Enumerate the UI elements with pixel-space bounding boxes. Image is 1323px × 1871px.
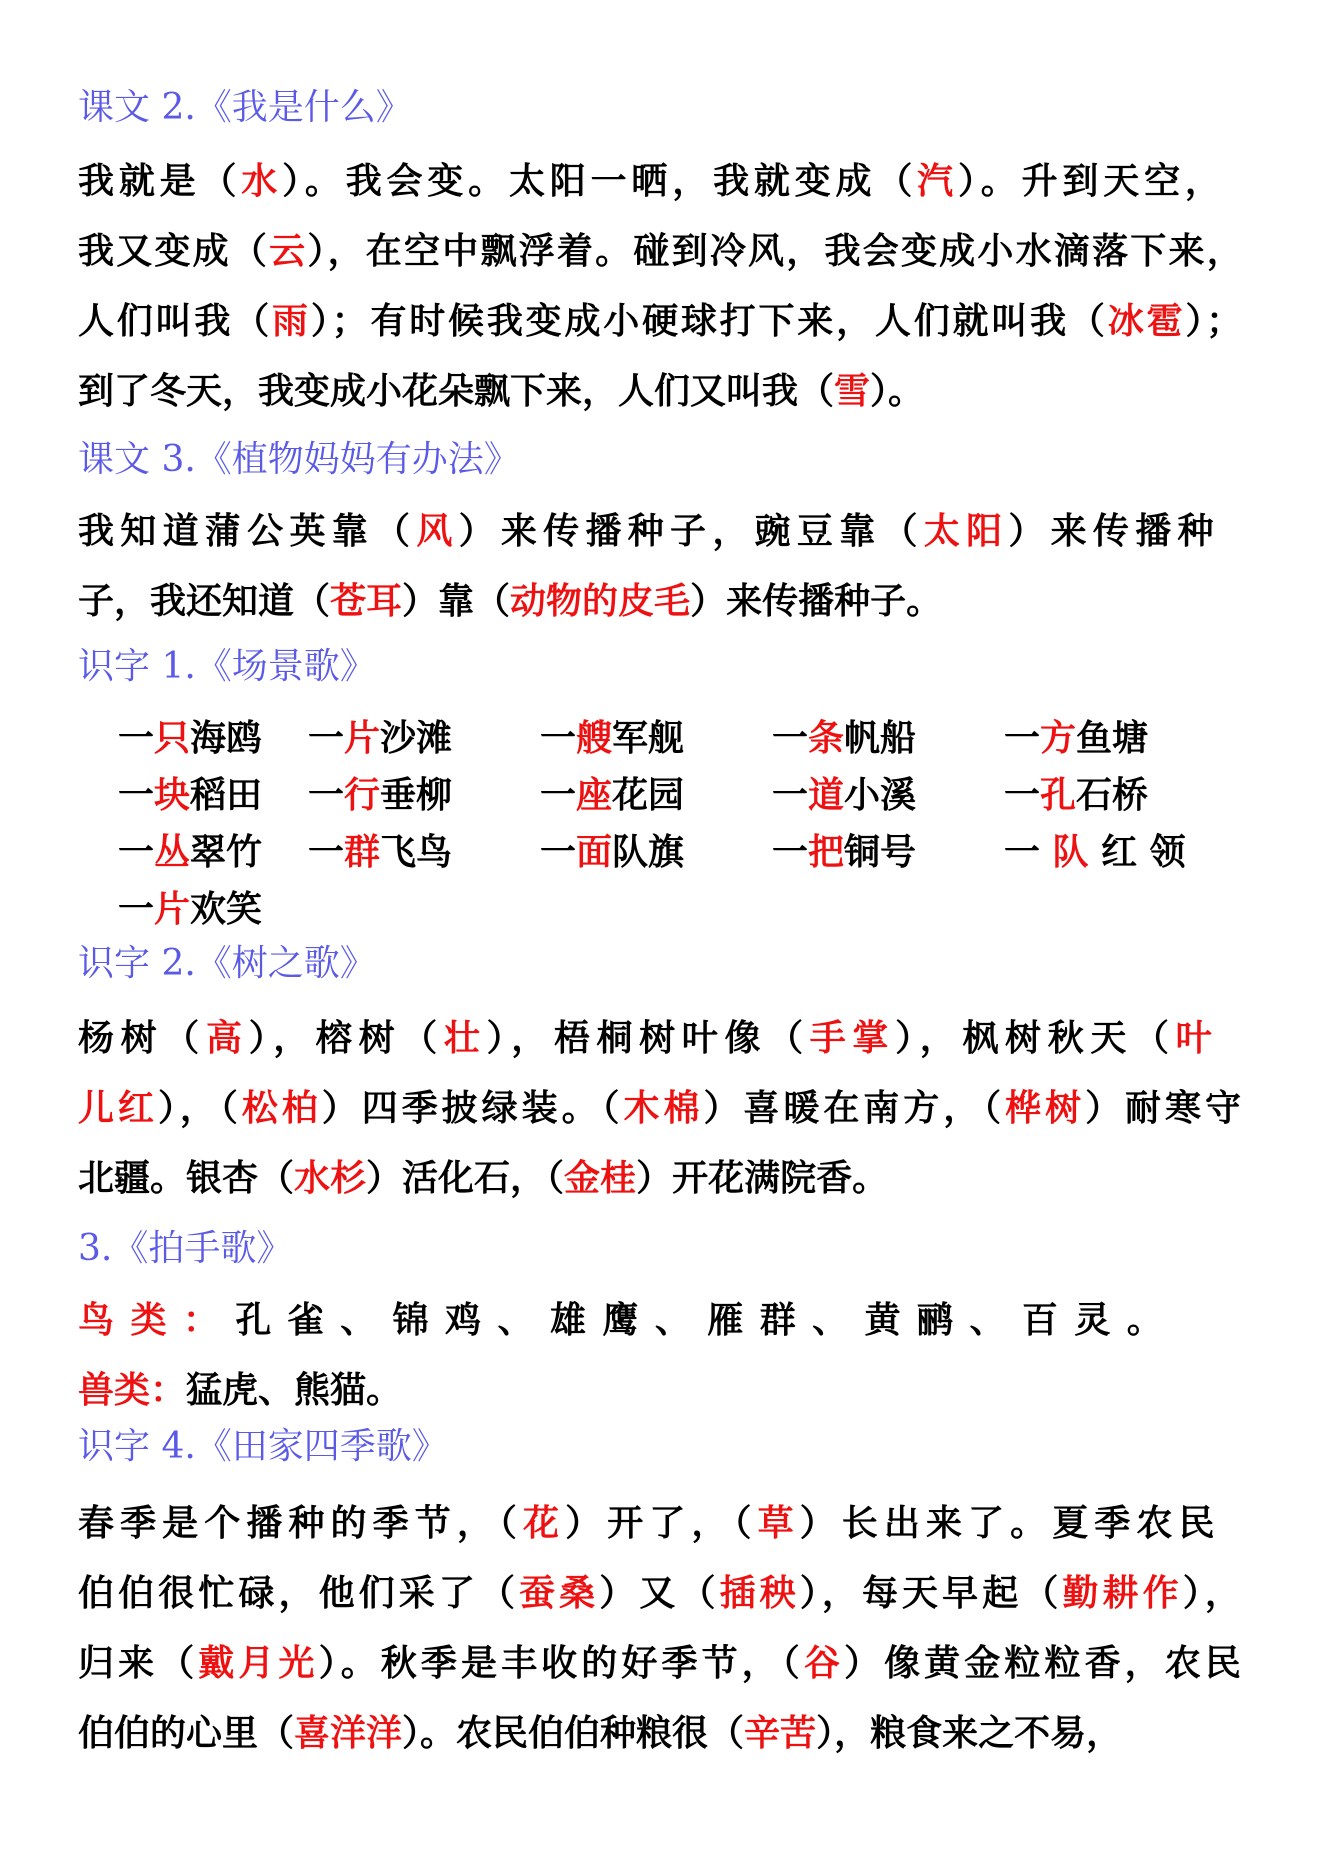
- answer-text: 雪: [834, 370, 871, 412]
- text-line: [78, 578, 942, 624]
- body-text: ）；有时候我变成小硬球打下来，人们就叫我（: [310, 300, 1108, 342]
- phrase-text: 一: [772, 831, 809, 873]
- text-line: [78, 1710, 1122, 1756]
- section-heading: 课文 3.《植物妈妈有办法》: [78, 439, 520, 480]
- phrase-text: 石桥: [1076, 774, 1149, 816]
- text-line: [78, 1155, 888, 1201]
- answer-text: 雨: [272, 300, 311, 342]
- measure-word: 群: [344, 831, 381, 873]
- body-text: ）开了，（: [565, 1502, 758, 1544]
- body-text: ），榕树（: [248, 1017, 444, 1059]
- answer-text: 草: [757, 1502, 800, 1544]
- phrase-text: 一: [540, 717, 577, 759]
- phrase-item: [118, 829, 262, 875]
- answer-text: 儿红: [78, 1087, 158, 1129]
- answer-text: 兽类：: [78, 1369, 187, 1411]
- phrase-text: 一: [118, 774, 155, 816]
- phrase-text: 翠竹: [190, 831, 263, 873]
- phrase-text: 一: [1004, 774, 1041, 816]
- answer-text: 动物的皮毛: [510, 580, 691, 622]
- phrase-text: 花园: [612, 774, 685, 816]
- measure-word: 孔: [1040, 774, 1077, 816]
- body-text: ），梧桐树叶像（: [486, 1017, 810, 1059]
- body-text: ）长出来了。夏季农民: [799, 1502, 1221, 1544]
- body-text: 到了冬天，我变成小花朵飘下来，人们又叫我（: [78, 370, 835, 412]
- phrase-item: [118, 772, 262, 818]
- body-text: ）来传播种子。: [690, 580, 943, 622]
- phrase-item: [1004, 772, 1148, 818]
- body-text: 伯伯很忙碌，他们采了（: [78, 1572, 520, 1614]
- section-heading: 识字 4.《田家四季歌》: [78, 1426, 448, 1467]
- phrase-text: 一: [540, 831, 577, 873]
- phrase-text: 稻田: [190, 774, 263, 816]
- body-text: 春季是个播种的季节，（: [78, 1502, 524, 1544]
- body-text: 我又变成（: [78, 230, 270, 272]
- phrase-text: 垂柳: [380, 774, 453, 816]
- measure-word: 丛: [154, 831, 191, 873]
- body-text: ）。农民伯伯种粮很（: [402, 1712, 745, 1754]
- answer-text: 水杉: [294, 1157, 367, 1199]
- answer-text: 高: [205, 1017, 249, 1059]
- phrase-item: [1004, 829, 1186, 875]
- phrase-text: 帆船: [844, 717, 917, 759]
- body-text: ），在空中飘浮着。碰到冷风，我会变成小水滴落下来，: [307, 230, 1245, 272]
- phrase-text: 队旗: [612, 831, 685, 873]
- section-heading: 课文 2.《我是什么》: [78, 87, 412, 128]
- body-text: 人们叫我（: [78, 300, 273, 342]
- phrase-text: 军舰: [612, 717, 685, 759]
- measure-word: 方: [1040, 717, 1077, 759]
- phrase-text: 一: [118, 717, 155, 759]
- answer-text: 手掌: [809, 1017, 896, 1059]
- body-text: ），每天早起（: [799, 1572, 1063, 1614]
- answer-text: 勤耕作: [1062, 1572, 1183, 1614]
- phrase-text: 红 领: [1088, 831, 1186, 873]
- answer-text: 风: [416, 510, 459, 552]
- body-text: ）活化石，（: [366, 1157, 565, 1199]
- body-text: ）耐寒守: [1085, 1087, 1245, 1129]
- answer-text: 戴月光: [198, 1642, 319, 1684]
- section-heading: 3.《拍手歌》: [78, 1228, 293, 1269]
- measure-word: 艘: [576, 717, 613, 759]
- body-text: ）。我会变。太阳一晒，我就变成（: [282, 160, 918, 202]
- text-line: [78, 298, 1245, 344]
- body-text: 归来（: [78, 1642, 199, 1684]
- body-text: ）；: [1185, 300, 1245, 342]
- answer-text: 桦树: [1005, 1087, 1086, 1129]
- phrase-text: 海鸥: [190, 717, 263, 759]
- text-line: [78, 1570, 1245, 1616]
- body-text: 孔雀、锦鸡、雄鹰、雁群、黄鹂、百灵。: [235, 1299, 1180, 1341]
- body-text: ）四季披绿装。（: [321, 1087, 624, 1129]
- text-line: [78, 1297, 1179, 1343]
- body-text: 我知道蒲公英靠（: [78, 510, 417, 552]
- phrase-text: 一: [1004, 831, 1053, 873]
- body-text: ），: [1182, 1572, 1245, 1614]
- phrase-text: 一: [308, 831, 345, 873]
- phrase-item: [540, 829, 684, 875]
- answer-text: 木棉: [623, 1087, 704, 1129]
- measure-word: 行: [344, 774, 381, 816]
- phrase-text: 一: [118, 831, 155, 873]
- measure-word: 只: [154, 717, 191, 759]
- answer-text: 花: [523, 1502, 566, 1544]
- answer-text: 苍耳: [330, 580, 403, 622]
- body-text: ），枫树秋天（: [895, 1017, 1176, 1059]
- answer-text: 辛苦: [744, 1712, 817, 1754]
- body-text: ）喜暖在南方，（: [703, 1087, 1006, 1129]
- answer-text: 谷: [803, 1642, 844, 1684]
- text-line: [78, 368, 924, 414]
- measure-word: 队: [1052, 831, 1089, 873]
- phrase-text: 飞鸟: [380, 831, 453, 873]
- text-line: [78, 228, 1245, 274]
- phrase-text: 一: [308, 774, 345, 816]
- text-line: [78, 1367, 402, 1413]
- phrase-text: 一: [540, 774, 577, 816]
- answer-text: 太阳: [923, 510, 1009, 552]
- text-line: [78, 1500, 1221, 1546]
- measure-word: 块: [154, 774, 191, 816]
- measure-word: 道: [808, 774, 845, 816]
- body-text: 伯伯的心里（: [78, 1712, 295, 1754]
- answer-text: 鸟类：: [78, 1299, 236, 1341]
- body-text: ），粮食来之不易，: [816, 1712, 1123, 1754]
- body-text: 猛虎、熊猫。: [186, 1369, 403, 1411]
- phrase-item: [118, 886, 262, 932]
- answer-text: 插秧: [719, 1572, 800, 1614]
- phrase-text: 一: [308, 717, 345, 759]
- measure-word: 片: [154, 888, 191, 930]
- body-text: 北疆。银杏（: [78, 1157, 295, 1199]
- body-text: ），（: [157, 1087, 242, 1129]
- body-text: ）像黄金粒粒香，农民: [843, 1642, 1245, 1684]
- body-text: ）。升到天空，: [957, 160, 1226, 202]
- phrase-text: 鱼塘: [1076, 717, 1149, 759]
- answer-text: 叶: [1175, 1017, 1219, 1059]
- body-text: 我就是（: [78, 160, 242, 202]
- phrase-text: 沙滩: [380, 717, 453, 759]
- body-text: 子，我还知道（: [78, 580, 331, 622]
- phrase-item: [308, 829, 452, 875]
- answer-text: 云: [269, 230, 308, 272]
- phrase-item: [540, 715, 684, 761]
- section-heading: 识字 2.《树之歌》: [78, 943, 376, 984]
- measure-word: 面: [576, 831, 613, 873]
- answer-text: 金桂: [564, 1157, 637, 1199]
- text-line: [78, 158, 1226, 204]
- phrase-text: 一: [118, 888, 155, 930]
- measure-word: 把: [808, 831, 845, 873]
- body-text: ）来传播种: [1008, 510, 1220, 552]
- phrase-item: [118, 715, 262, 761]
- text-line: [78, 1640, 1245, 1686]
- body-text: ）。: [870, 370, 925, 412]
- text-line: [78, 508, 1220, 554]
- text-line: [78, 1015, 1218, 1061]
- phrase-item: [772, 772, 916, 818]
- text-line: [78, 1085, 1245, 1131]
- answer-text: 汽: [917, 160, 958, 202]
- phrase-item: [308, 772, 452, 818]
- phrase-item: [772, 715, 916, 761]
- body-text: ）靠（: [402, 580, 511, 622]
- body-text: ）开花满院香。: [636, 1157, 889, 1199]
- phrase-text: 一: [772, 774, 809, 816]
- phrase-text: 铜号: [844, 831, 917, 873]
- phrase-item: [1004, 715, 1148, 761]
- phrase-text: 小溪: [844, 774, 917, 816]
- answer-text: 喜洋洋: [294, 1712, 403, 1754]
- answer-text: 蚕桑: [519, 1572, 600, 1614]
- measure-word: 条: [808, 717, 845, 759]
- answer-text: 松柏: [241, 1087, 322, 1129]
- body-text: ）来传播种子，豌豆靠（: [458, 510, 924, 552]
- phrase-text: 一: [772, 717, 809, 759]
- phrase-item: [308, 715, 452, 761]
- measure-word: 片: [344, 717, 381, 759]
- body-text: ）又（: [599, 1572, 720, 1614]
- phrase-item: [540, 772, 684, 818]
- measure-word: 座: [576, 774, 613, 816]
- body-text: ）。秋季是丰收的好季节，（: [318, 1642, 804, 1684]
- answer-text: 壮: [443, 1017, 487, 1059]
- phrase-text: 欢笑: [190, 888, 263, 930]
- phrase-item: [772, 829, 916, 875]
- phrase-text: 一: [1004, 717, 1041, 759]
- answer-text: 冰雹: [1107, 300, 1186, 342]
- section-heading: 识字 1.《场景歌》: [78, 646, 376, 687]
- body-text: 杨树（: [78, 1017, 206, 1059]
- answer-text: 水: [241, 160, 283, 202]
